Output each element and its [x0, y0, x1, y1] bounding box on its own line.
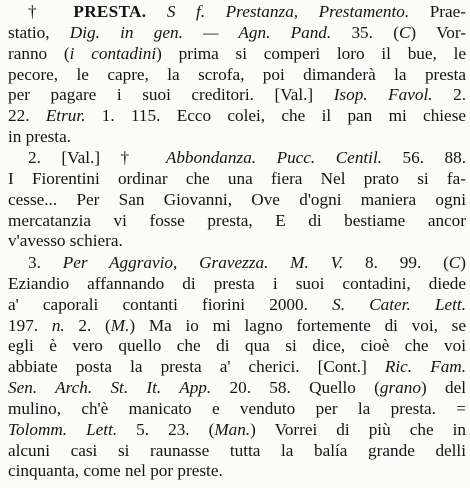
text-run: egli è vero quello che di qua si dice, cioè che voi	[8, 336, 466, 356]
italic-run: Ric. Fam.	[384, 357, 466, 377]
text-line	[8, 441, 466, 462]
italic-run: i contadini	[69, 43, 157, 63]
text-run: 22.	[8, 106, 46, 126]
text-line	[8, 85, 466, 106]
text-run: ranno (	[8, 43, 70, 63]
text-line	[8, 253, 466, 274]
text-line	[8, 378, 466, 399]
text-run: 20. 58. Quello (	[211, 378, 380, 398]
text-line	[8, 274, 466, 295]
entry-presta-sense-3	[8, 253, 466, 482]
text-run: cinquanta, come nel por preste.	[8, 461, 223, 481]
text-run: 3.	[28, 253, 63, 272]
text-run: ) del	[420, 378, 466, 398]
text-run: abbiate posta la presta a' cherici. [Cont.]	[8, 357, 385, 377]
text-line	[8, 169, 466, 190]
text-line	[8, 23, 466, 44]
text-run: pecore, le capre, la scrofa, poi dimanderà la presta	[8, 64, 466, 84]
text-line	[8, 211, 466, 232]
italic-run: S. Cater. Lett.	[332, 294, 466, 314]
text-line	[8, 357, 466, 378]
text-run: )	[460, 253, 466, 272]
italic-run: Man.	[214, 419, 251, 439]
italic-run: Abbondanza. Pucc. Centil.	[165, 148, 383, 167]
entry-presta-sense-1	[8, 2, 466, 148]
text-run: statio,	[8, 22, 70, 42]
text-run: a' caporali contanti fiorini 2000.	[8, 294, 333, 314]
text-run: mercatanzia vi fosse presta, E di bestiame ancor	[8, 210, 466, 230]
text-line	[8, 231, 466, 252]
text-line	[8, 127, 466, 148]
text-run: ) prima si comperi loro il bue, le	[156, 43, 467, 63]
entry-presta-sense-2	[8, 148, 466, 252]
italic-run: Isop. Favol.	[333, 85, 433, 105]
text-run: v'avesso schiera.	[8, 231, 123, 251]
text-run: ) Vor-	[410, 22, 466, 42]
text-run: 2.	[432, 85, 466, 105]
text-run: cesse... Per San Giovanni, Ove d'ogni maniera ogni	[8, 189, 466, 209]
text-run: 5. 23. (	[117, 419, 215, 439]
italic-run: M.	[110, 315, 130, 335]
text-line	[8, 44, 466, 65]
italic-run: C	[448, 253, 461, 272]
text-run: 197.	[8, 315, 52, 335]
text-line	[8, 65, 466, 86]
text-run: 2. [Val.] †	[28, 148, 166, 167]
text-line	[8, 2, 466, 23]
text-line	[8, 399, 466, 420]
italic-run: Sen. Arch. St. It. App.	[8, 378, 212, 398]
italic-run: Etrur.	[45, 106, 86, 126]
text-run: 1. 115. Ecco colei, che il pan mi chiese	[85, 106, 467, 126]
text-run: 2. (	[64, 315, 111, 335]
text-line	[8, 336, 466, 357]
text-run: Eziandio affannando di presta i suoi contadini, diede	[8, 273, 466, 293]
text-line	[8, 190, 466, 211]
text-line	[8, 316, 466, 337]
italic-run: Dig. in gen. — Agn. Pand.	[69, 22, 332, 42]
text-run: 35. (	[331, 22, 399, 42]
text-run: ) Vorrei di più che in	[250, 419, 466, 439]
text-run: †	[28, 2, 74, 21]
text-run: in presta.	[8, 127, 72, 147]
text-line	[8, 461, 466, 482]
text-line	[8, 420, 466, 441]
text-run: ) Ma io mi lagno fortemente di voi, se	[129, 315, 466, 335]
text-run: per pagare i suoi creditori. [Val.]	[8, 85, 334, 105]
italic-run: grano	[379, 378, 421, 398]
text-line	[8, 148, 466, 169]
italic-run: Tolomm. Lett.	[8, 419, 118, 439]
text-run: 56. 88.	[382, 148, 466, 167]
text-run: alcuni casi si raunasse tutta la balía grande delli	[8, 440, 466, 460]
text-line	[8, 295, 466, 316]
text-run: Prae-	[409, 2, 466, 21]
headword: PRESTA.	[73, 2, 147, 21]
text-run: 8. 99. (	[343, 253, 449, 272]
italic-run: Per Aggravio, Gravezza. M. V.	[62, 253, 344, 272]
italic-run: n.	[51, 315, 65, 335]
text-run: =	[456, 398, 466, 418]
text-line	[8, 106, 466, 127]
text-run: I Fiorentini ordinar che una fiera Nel prato si fa-	[8, 168, 466, 188]
italic-run: S f. Prestanza, Prestamento.	[146, 2, 410, 21]
italic-run: C	[398, 22, 411, 42]
text-run: mulino, ch'è manicato e venduto per la presta.	[8, 398, 457, 418]
